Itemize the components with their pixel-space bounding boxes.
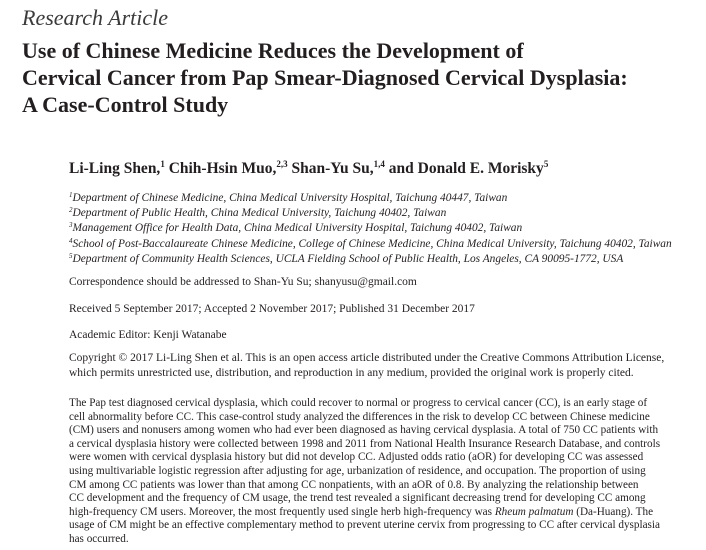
affiliation-mark: 5 [69,251,73,260]
affiliation [69,206,672,221]
abstract-line: were women with cervical dysplasia history but did not develop CC. Adjusted odds ratio (aOR) for developing CC was assessed [69,451,644,464]
affiliation [69,221,672,236]
abstract-line: The Pap test diagnosed cervical dysplasia, which could recover to normal or progress to cervical cancer (CC), is an early stage of [69,397,648,409]
author-affiliation-mark: 1 [160,159,165,169]
article-type: Research Article [22,5,169,30]
title-line: A Case-Control Study [22,92,229,117]
affiliation-text: Department of Community Health Sciences, UCLA Fielding School of Public Health, Los Angeles, CA 90095-1772, USA [72,252,624,265]
affiliation [69,237,672,252]
abstract-text: (Da-Huang). The [573,505,654,518]
abstract-line: (CM) users and nonusers among women who had ever been diagnosed as having cervical dysplasia. A total of 750 CC patients with [69,424,659,437]
author-name: Chih-Hsin Muo, [168,160,277,177]
abstract-line: CC development and the frequency of CM usage, the trend test revealed a significant decreasing trend for developing CC among [69,492,646,505]
paper-title [22,37,628,118]
affiliation-mark: 2 [69,206,73,215]
academic-editor: Academic Editor: Kenji Watanabe [69,329,227,341]
correspondence: Correspondence should be addressed to Shan-Yu Su; shanyusu@gmail.com [69,276,417,288]
affiliation-text: Management Office for Health Data, China Medical University Hospital, Taichung 40402, Taiwan [72,222,523,235]
abstract-line: cell abnormality before CC. This case-control study analyzed the differences in the risk to develop CC between Chinese medicine [69,410,650,423]
author-list [69,160,548,178]
affiliation-text: Department of Public Health, China Medical University, Taichung 40402, Taiwan [72,207,447,220]
copyright-line: which permits unrestricted use, distribution, and reproduction in any medium, provided the original work is properly cited. [69,367,634,379]
affiliation-mark: 4 [69,236,73,245]
abstract-line: a cervical dysplasia history were collected between 1998 and 2011 from National Health Insurance Research Database, and controls [69,437,661,450]
abstract-text: high-frequency CM users. Moreover, the most frequently used single herb high-frequency was [69,505,495,518]
abstract-line: usage of CM might be an effective complementary method to prevent uterine cervix from progressing to CC after cervical dysplasia [69,519,660,532]
author-name: and Donald E. Morisky [388,160,544,177]
affiliation [69,191,672,206]
abstract-line: using multivariable logistic regression after adjusting for age, urbanization of residence, and occupation. The proportion of using [69,464,646,477]
author-name: Li-Ling Shen, [69,160,161,177]
affiliation-mark: 1 [69,191,73,199]
abstract-line: CM among CC patients was lower than that among CC nonpatients, with an aOR of 0.8. By analyzing the relationship between [69,478,639,491]
title-line: Use of Chinese Medicine Reduces the Development of [22,38,524,63]
author-affiliation-mark: 1,4 [373,159,385,169]
herb-name: Rheum palmatum [494,505,574,518]
affiliation-text: School of Post-Baccalaureate Chinese Medicine, College of Chinese Medicine, China Medical University, Taichung 40402, Taiwan [72,237,672,250]
title-line: Cervical Cancer from Pap Smear-Diagnosed Cervical Dysplasia: [22,65,628,90]
publication-dates: Received 5 September 2017; Accepted 2 November 2017; Published 31 December 2017 [69,303,475,315]
abstract [69,397,660,547]
author-affiliation-mark: 2,3 [276,159,288,169]
affiliation-mark: 3 [69,221,73,230]
abstract-line [69,506,660,520]
affiliation-text: Department of Chinese Medicine, China Medical University Hospital, Taichung 40447, Taiwan [72,192,508,204]
author-name: Shan-Yu Su, [291,160,374,177]
affiliation [69,252,672,267]
author-affiliation-mark: 5 [543,159,549,169]
copyright-line: Copyright © 2017 Li-Ling Shen et al. This is an open access article distributed under the Creative Commons Attribution License, [69,352,665,364]
abstract-line: has occurred. [69,532,129,545]
affiliation-list [69,191,672,267]
copyright-notice [69,351,664,381]
